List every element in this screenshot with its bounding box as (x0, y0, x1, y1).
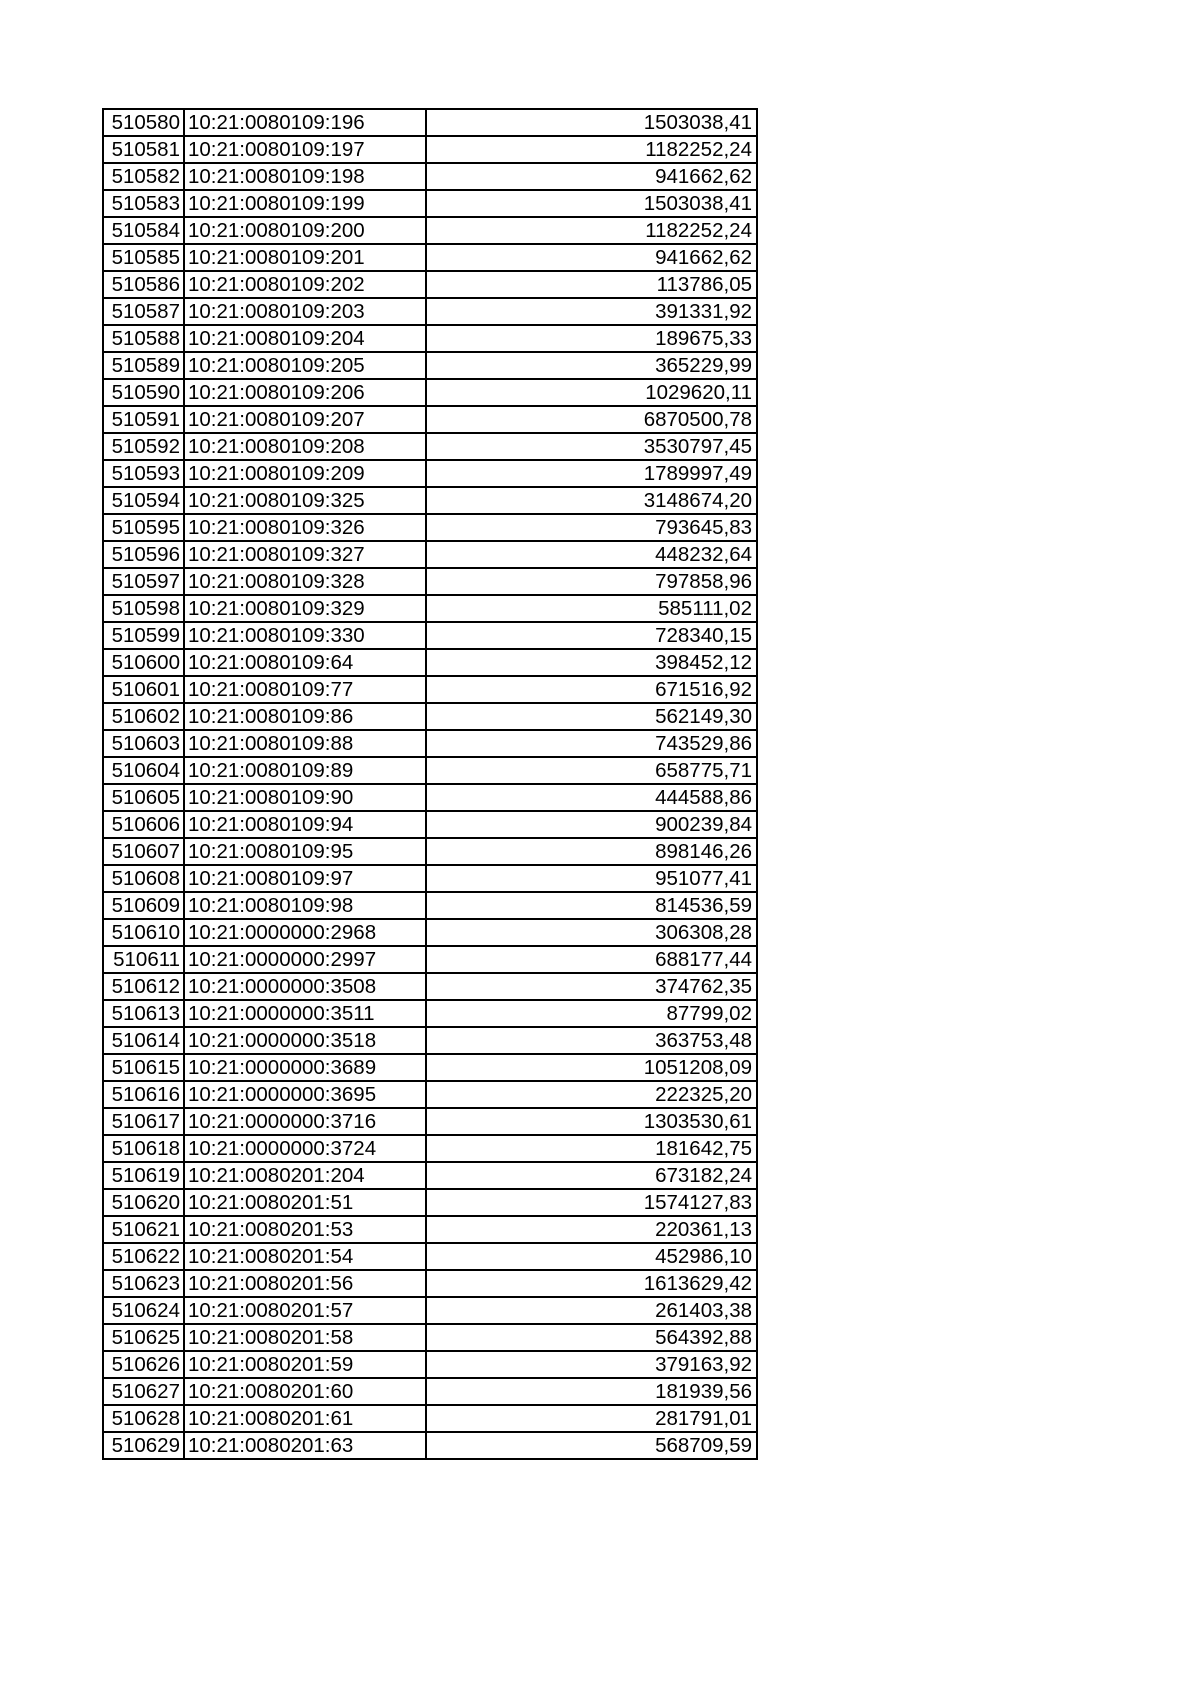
cadastral-number-cell: 10:21:0080201:51 (184, 1189, 426, 1216)
table-row (103, 595, 757, 622)
row-number-cell: 510609 (103, 892, 184, 919)
table-row (103, 1162, 757, 1189)
row-number-cell: 510613 (103, 1000, 184, 1027)
value-cell: 900239,84 (426, 811, 757, 838)
table-row (103, 892, 757, 919)
table-row (103, 757, 757, 784)
row-number-cell: 510589 (103, 352, 184, 379)
value-cell: 564392,88 (426, 1324, 757, 1351)
row-number-cell: 510605 (103, 784, 184, 811)
table-row (103, 703, 757, 730)
value-cell: 793645,83 (426, 514, 757, 541)
cadastral-number-cell: 10:21:0080201:63 (184, 1432, 426, 1459)
value-cell: 814536,59 (426, 892, 757, 919)
cadastral-number-cell: 10:21:0080201:58 (184, 1324, 426, 1351)
value-cell: 452986,10 (426, 1243, 757, 1270)
cadastral-number-cell: 10:21:0080109:204 (184, 325, 426, 352)
value-cell: 951077,41 (426, 865, 757, 892)
table-row (103, 1297, 757, 1324)
cadastral-number-cell: 10:21:0080109:98 (184, 892, 426, 919)
table-row (103, 1405, 757, 1432)
cadastral-number-cell: 10:21:0000000:3695 (184, 1081, 426, 1108)
cadastral-number-cell: 10:21:0080201:61 (184, 1405, 426, 1432)
row-number-cell: 510581 (103, 136, 184, 163)
table-row (103, 1378, 757, 1405)
value-cell: 113786,05 (426, 271, 757, 298)
row-number-cell: 510616 (103, 1081, 184, 1108)
row-number-cell: 510607 (103, 838, 184, 865)
value-cell: 1789997,49 (426, 460, 757, 487)
row-number-cell: 510619 (103, 1162, 184, 1189)
cadastral-number-cell: 10:21:0080201:54 (184, 1243, 426, 1270)
row-number-cell: 510628 (103, 1405, 184, 1432)
table-row (103, 1432, 757, 1459)
row-number-cell: 510590 (103, 379, 184, 406)
table-row (103, 865, 757, 892)
cadastral-number-cell: 10:21:0080109:89 (184, 757, 426, 784)
cadastral-number-cell: 10:21:0080109:327 (184, 541, 426, 568)
value-cell: 87799,02 (426, 1000, 757, 1027)
table-row (103, 649, 757, 676)
cadastral-number-cell: 10:21:0080109:326 (184, 514, 426, 541)
cadastral-number-cell: 10:21:0080201:57 (184, 1297, 426, 1324)
row-number-cell: 510583 (103, 190, 184, 217)
table-row (103, 1000, 757, 1027)
row-number-cell: 510629 (103, 1432, 184, 1459)
row-number-cell: 510584 (103, 217, 184, 244)
cadastral-number-cell: 10:21:0080109:203 (184, 298, 426, 325)
data-table-body (103, 109, 757, 1459)
row-number-cell: 510591 (103, 406, 184, 433)
cadastral-number-cell: 10:21:0080109:206 (184, 379, 426, 406)
value-cell: 189675,33 (426, 325, 757, 352)
table-row (103, 1108, 757, 1135)
table-row (103, 433, 757, 460)
table-row (103, 784, 757, 811)
value-cell: 728340,15 (426, 622, 757, 649)
row-number-cell: 510612 (103, 973, 184, 1000)
table-row (103, 379, 757, 406)
row-number-cell: 510587 (103, 298, 184, 325)
table-row (103, 163, 757, 190)
value-cell: 941662,62 (426, 244, 757, 271)
row-number-cell: 510623 (103, 1270, 184, 1297)
value-cell: 568709,59 (426, 1432, 757, 1459)
value-cell: 743529,86 (426, 730, 757, 757)
row-number-cell: 510610 (103, 919, 184, 946)
cadastral-number-cell: 10:21:0000000:3689 (184, 1054, 426, 1081)
value-cell: 562149,30 (426, 703, 757, 730)
data-table (102, 108, 758, 1460)
row-number-cell: 510604 (103, 757, 184, 784)
table-row (103, 460, 757, 487)
cadastral-number-cell: 10:21:0080109:95 (184, 838, 426, 865)
table-row (103, 244, 757, 271)
value-cell: 1613629,42 (426, 1270, 757, 1297)
row-number-cell: 510600 (103, 649, 184, 676)
value-cell: 306308,28 (426, 919, 757, 946)
value-cell: 261403,38 (426, 1297, 757, 1324)
cadastral-number-cell: 10:21:0080201:60 (184, 1378, 426, 1405)
value-cell: 220361,13 (426, 1216, 757, 1243)
value-cell: 6870500,78 (426, 406, 757, 433)
row-number-cell: 510603 (103, 730, 184, 757)
cadastral-number-cell: 10:21:0000000:2968 (184, 919, 426, 946)
row-number-cell: 510622 (103, 1243, 184, 1270)
row-number-cell: 510608 (103, 865, 184, 892)
cadastral-number-cell: 10:21:0080109:88 (184, 730, 426, 757)
row-number-cell: 510582 (103, 163, 184, 190)
cadastral-number-cell: 10:21:0080109:64 (184, 649, 426, 676)
cadastral-number-cell: 10:21:0000000:3518 (184, 1027, 426, 1054)
value-cell: 1051208,09 (426, 1054, 757, 1081)
table-row (103, 298, 757, 325)
row-number-cell: 510586 (103, 271, 184, 298)
row-number-cell: 510588 (103, 325, 184, 352)
value-cell: 398452,12 (426, 649, 757, 676)
table-row (103, 217, 757, 244)
value-cell: 1182252,24 (426, 136, 757, 163)
cadastral-number-cell: 10:21:0080109:330 (184, 622, 426, 649)
cadastral-number-cell: 10:21:0080109:325 (184, 487, 426, 514)
table-row (103, 1081, 757, 1108)
cadastral-number-cell: 10:21:0080109:202 (184, 271, 426, 298)
value-cell: 797858,96 (426, 568, 757, 595)
value-cell: 3530797,45 (426, 433, 757, 460)
table-row (103, 811, 757, 838)
table-row (103, 190, 757, 217)
value-cell: 281791,01 (426, 1405, 757, 1432)
value-cell: 585111,02 (426, 595, 757, 622)
value-cell: 181642,75 (426, 1135, 757, 1162)
table-row (103, 1054, 757, 1081)
row-number-cell: 510621 (103, 1216, 184, 1243)
cadastral-number-cell: 10:21:0080109:94 (184, 811, 426, 838)
value-cell: 941662,62 (426, 163, 757, 190)
table-row (103, 622, 757, 649)
table-row (103, 136, 757, 163)
value-cell: 391331,92 (426, 298, 757, 325)
value-cell: 379163,92 (426, 1351, 757, 1378)
row-number-cell: 510614 (103, 1027, 184, 1054)
value-cell: 363753,48 (426, 1027, 757, 1054)
cadastral-number-cell: 10:21:0080109:198 (184, 163, 426, 190)
table-row (103, 568, 757, 595)
value-cell: 1503038,41 (426, 190, 757, 217)
value-cell: 3148674,20 (426, 487, 757, 514)
cadastral-number-cell: 10:21:0080109:90 (184, 784, 426, 811)
table-row (103, 1243, 757, 1270)
row-number-cell: 510598 (103, 595, 184, 622)
row-number-cell: 510627 (103, 1378, 184, 1405)
table-row (103, 541, 757, 568)
row-number-cell: 510618 (103, 1135, 184, 1162)
cadastral-number-cell: 10:21:0080109:197 (184, 136, 426, 163)
value-cell: 1303530,61 (426, 1108, 757, 1135)
cadastral-number-cell: 10:21:0080109:201 (184, 244, 426, 271)
row-number-cell: 510625 (103, 1324, 184, 1351)
value-cell: 673182,24 (426, 1162, 757, 1189)
row-number-cell: 510596 (103, 541, 184, 568)
cadastral-number-cell: 10:21:0080201:204 (184, 1162, 426, 1189)
cadastral-number-cell: 10:21:0080109:196 (184, 109, 426, 136)
row-number-cell: 510595 (103, 514, 184, 541)
cadastral-number-cell: 10:21:0000000:3724 (184, 1135, 426, 1162)
value-cell: 374762,35 (426, 973, 757, 1000)
cadastral-number-cell: 10:21:0080201:56 (184, 1270, 426, 1297)
row-number-cell: 510620 (103, 1189, 184, 1216)
row-number-cell: 510602 (103, 703, 184, 730)
cadastral-number-cell: 10:21:0000000:3511 (184, 1000, 426, 1027)
cadastral-number-cell: 10:21:0080109:329 (184, 595, 426, 622)
cadastral-number-cell: 10:21:0080109:207 (184, 406, 426, 433)
row-number-cell: 510615 (103, 1054, 184, 1081)
table-row (103, 838, 757, 865)
table-row (103, 1027, 757, 1054)
value-cell: 1029620,11 (426, 379, 757, 406)
value-cell: 1182252,24 (426, 217, 757, 244)
cadastral-number-cell: 10:21:0000000:2997 (184, 946, 426, 973)
table-row (103, 109, 757, 136)
row-number-cell: 510592 (103, 433, 184, 460)
value-cell: 658775,71 (426, 757, 757, 784)
value-cell: 222325,20 (426, 1081, 757, 1108)
cadastral-number-cell: 10:21:0080109:86 (184, 703, 426, 730)
cadastral-number-cell: 10:21:0000000:3716 (184, 1108, 426, 1135)
table-row (103, 1216, 757, 1243)
table-row (103, 325, 757, 352)
cadastral-number-cell: 10:21:0080109:199 (184, 190, 426, 217)
table-row (103, 730, 757, 757)
row-number-cell: 510593 (103, 460, 184, 487)
value-cell: 898146,26 (426, 838, 757, 865)
value-cell: 444588,86 (426, 784, 757, 811)
value-cell: 365229,99 (426, 352, 757, 379)
row-number-cell: 510611 (103, 946, 184, 973)
cadastral-number-cell: 10:21:0080201:59 (184, 1351, 426, 1378)
row-number-cell: 510580 (103, 109, 184, 136)
value-cell: 181939,56 (426, 1378, 757, 1405)
value-cell: 448232,64 (426, 541, 757, 568)
table-row (103, 1324, 757, 1351)
cadastral-number-cell: 10:21:0080109:200 (184, 217, 426, 244)
table-row (103, 514, 757, 541)
value-cell: 688177,44 (426, 946, 757, 973)
cadastral-number-cell: 10:21:0080109:77 (184, 676, 426, 703)
cadastral-number-cell: 10:21:0080109:209 (184, 460, 426, 487)
cadastral-number-cell: 10:21:0080201:53 (184, 1216, 426, 1243)
cadastral-number-cell: 10:21:0080109:205 (184, 352, 426, 379)
cadastral-number-cell: 10:21:0000000:3508 (184, 973, 426, 1000)
table-row (103, 406, 757, 433)
value-cell: 1574127,83 (426, 1189, 757, 1216)
table-row (103, 1351, 757, 1378)
table-row (103, 1270, 757, 1297)
cadastral-number-cell: 10:21:0080109:97 (184, 865, 426, 892)
row-number-cell: 510597 (103, 568, 184, 595)
table-row (103, 919, 757, 946)
row-number-cell: 510624 (103, 1297, 184, 1324)
row-number-cell: 510626 (103, 1351, 184, 1378)
row-number-cell: 510617 (103, 1108, 184, 1135)
value-cell: 671516,92 (426, 676, 757, 703)
table-row (103, 1135, 757, 1162)
row-number-cell: 510585 (103, 244, 184, 271)
row-number-cell: 510599 (103, 622, 184, 649)
table-row (103, 676, 757, 703)
cadastral-number-cell: 10:21:0080109:328 (184, 568, 426, 595)
row-number-cell: 510601 (103, 676, 184, 703)
row-number-cell: 510606 (103, 811, 184, 838)
table-row (103, 487, 757, 514)
table-row (103, 1189, 757, 1216)
table-row (103, 352, 757, 379)
cadastral-number-cell: 10:21:0080109:208 (184, 433, 426, 460)
table-row (103, 946, 757, 973)
table-row (103, 271, 757, 298)
table-row (103, 973, 757, 1000)
value-cell: 1503038,41 (426, 109, 757, 136)
row-number-cell: 510594 (103, 487, 184, 514)
